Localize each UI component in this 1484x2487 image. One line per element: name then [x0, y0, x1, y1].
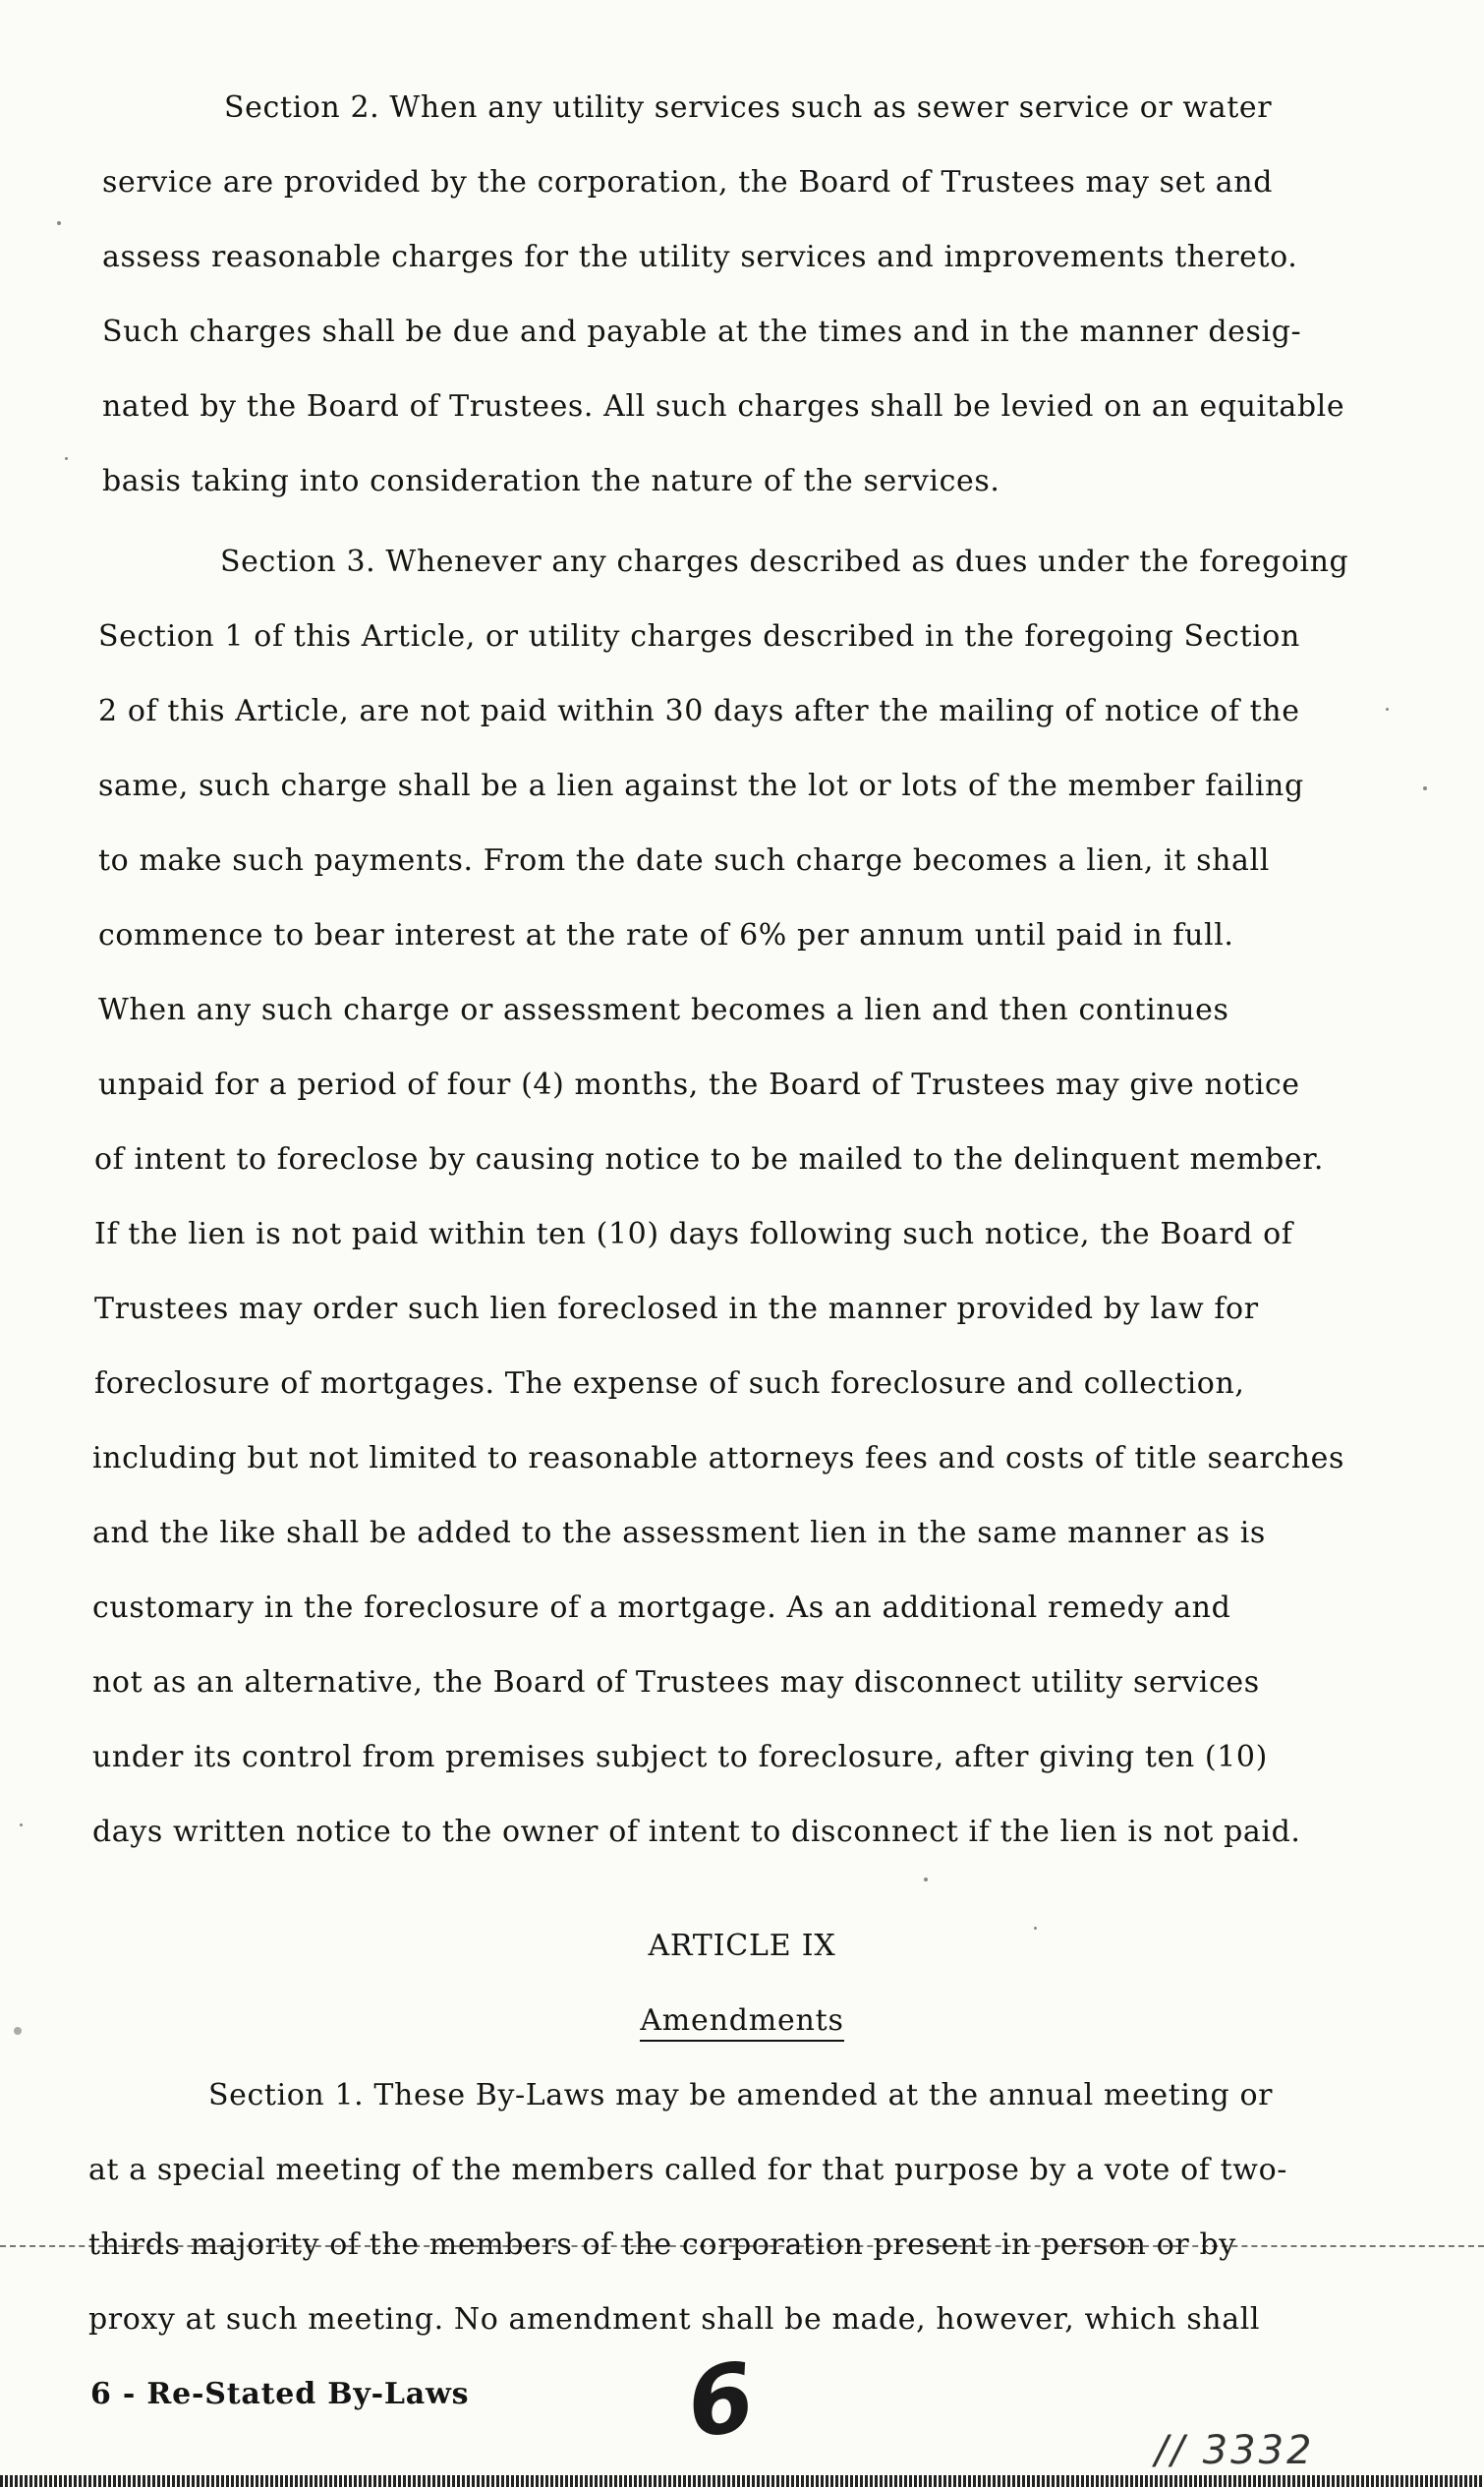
article-heading: ARTICLE IX [648, 1929, 836, 1963]
section-2-line-4: Such charges shall be due and payable at the times and in the manner desig- [102, 315, 1302, 349]
scan-speck [65, 457, 68, 460]
document-number: // 3332 [1155, 2428, 1315, 2473]
scan-bottom-edge [0, 2475, 1484, 2487]
article-9-section-1-line-4: proxy at such meeting. No amendment shall be made, however, which shall [88, 2302, 1261, 2337]
section-3-line-18: days written notice to the owner of intent to disconnect if the lien is not paid. [92, 1815, 1301, 1849]
footer-label: 6 - Re-Stated By-Laws [90, 2377, 470, 2411]
section-3-line-12: foreclosure of mortgages. The expense of such foreclosure and collection, [94, 1366, 1245, 1401]
section-3-line-16: not as an alternative, the Board of Trustees may disconnect utility services [92, 1665, 1260, 1700]
section-3-line-7: When any such charge or assessment becomes a lien and then continues [98, 993, 1229, 1027]
article-9-section-1-line-3: thirds majority of the members of the corporation present in person or by [88, 2227, 1236, 2262]
scan-speck [1423, 786, 1427, 790]
scan-speck [20, 1823, 23, 1826]
article-subheading [0, 2003, 1484, 2039]
handwritten-page-number: 6 [680, 2341, 762, 2460]
section-3-line-17: under its control from premises subject to foreclosure, after giving ten (10) [92, 1740, 1268, 1774]
section-2-line-1: Section 2. When any utility services such as sewer service or water [224, 90, 1273, 125]
section-3-line-10: If the lien is not paid within ten (10) days following such notice, the Board of [94, 1217, 1293, 1251]
section-2-line-6: basis taking into consideration the nature of the services. [102, 464, 1000, 498]
section-3-line-4: same, such charge shall be a lien against the lot or lots of the member failing [98, 769, 1304, 803]
section-2-line-2: service are provided by the corporation, the Board of Trustees may set and [102, 165, 1274, 200]
section-3-line-14: and the like shall be added to the assessment lien in the same manner as is [92, 1516, 1266, 1550]
section-3-line-15: customary in the foreclosure of a mortgage. As an additional remedy and [92, 1591, 1231, 1625]
article-9-section-1-line-2: at a special meeting of the members called for that purpose by a vote of two- [88, 2153, 1287, 2187]
scan-speck [1386, 708, 1389, 711]
section-2-line-5: nated by the Board of Trustees. All such charges shall be levied on an equitable [102, 389, 1345, 424]
article-subheading-text: Amendments [640, 2003, 843, 2042]
scan-speck [57, 221, 61, 225]
section-3-line-1: Section 3. Whenever any charges described as dues under the foregoing [220, 545, 1349, 579]
section-2-line-3: assess reasonable charges for the utility services and improvements thereto. [102, 240, 1298, 274]
section-3-line-3: 2 of this Article, are not paid within 30 days after the mailing of notice of the [98, 694, 1300, 728]
section-3-line-6: commence to bear interest at the rate of 6% per annum until paid in full. [98, 918, 1234, 953]
section-3-line-5: to make such payments. From the date such charge becomes a lien, it shall [98, 843, 1270, 878]
section-3-line-9: of intent to foreclose by causing notice to be mailed to the delinquent member. [94, 1142, 1325, 1177]
article-9-section-1-line-1: Section 1. These By-Laws may be amended at the annual meeting or [208, 2078, 1274, 2112]
section-3-line-13: including but not limited to reasonable attorneys fees and costs of title searches [92, 1441, 1344, 1475]
section-3-line-11: Trustees may order such lien foreclosed in the manner provided by law for [94, 1292, 1259, 1326]
scan-speck [924, 1878, 928, 1881]
section-3-line-8: unpaid for a period of four (4) months, the Board of Trustees may give notice [98, 1068, 1300, 1102]
section-3-line-2: Section 1 of this Article, or utility charges described in the foregoing Section [98, 619, 1300, 654]
scan-speck [1034, 1927, 1037, 1930]
scan-speck [14, 2027, 22, 2035]
